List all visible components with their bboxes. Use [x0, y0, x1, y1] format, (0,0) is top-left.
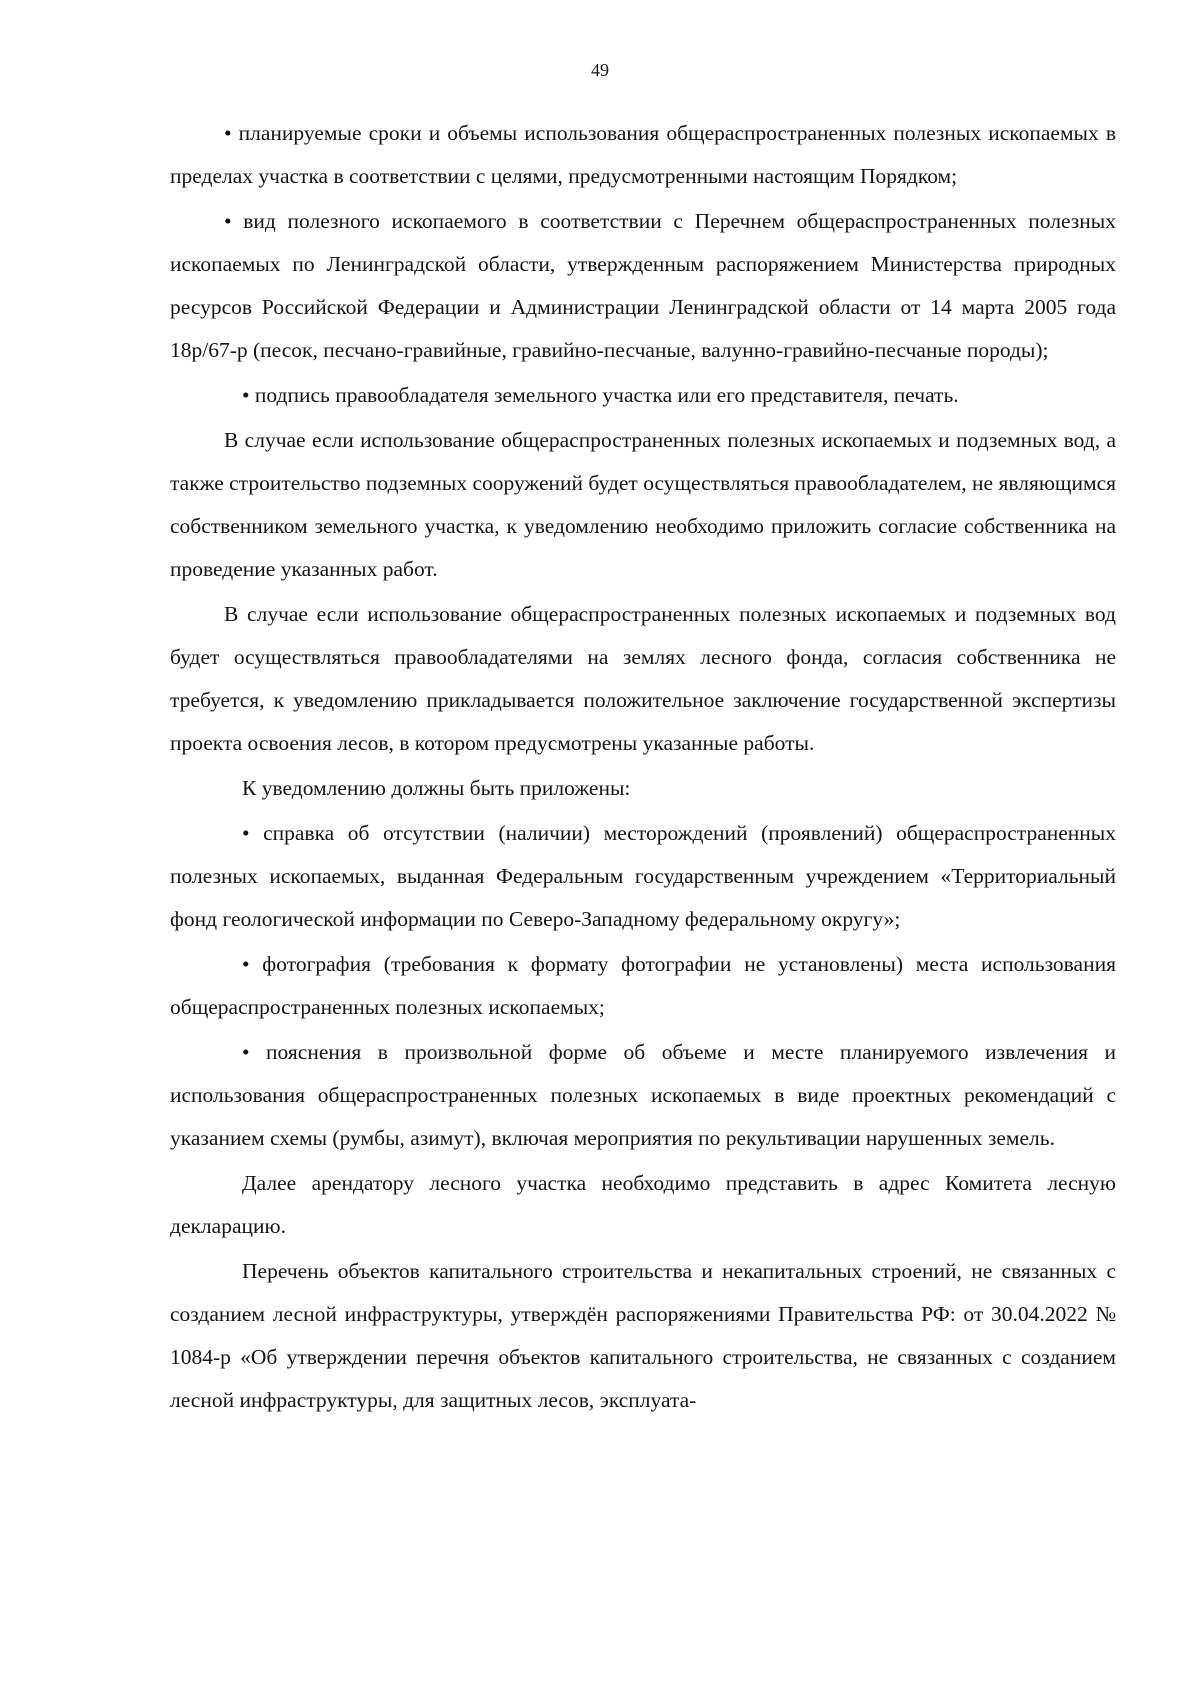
bullet-photo: • фотография (требования к формату фотографии не установлены) места использования общераспространенных полезных ископаемых;	[170, 952, 1116, 1019]
paragraph-owner-consent: В случае если использование общераспространенных полезных ископаемых и подземных вод, а также строительство подземных сооружений будет осуществляться правообладателем, не являющимся собственником земельного участка, к уведомлению необходимо приложить согласие собственника на проведение указанных работ.	[170, 428, 1116, 581]
paragraph-attachments-heading: К уведомлению должны быть приложены:	[242, 776, 631, 800]
bullet-signature: • подпись правообладателя земельного участка или его представителя, печать.	[242, 383, 959, 407]
paragraph-forest-declaration: Далее арендатору лесного участка необходимо представить в адрес Комитета лесную декларацию.	[170, 1171, 1116, 1238]
bullet-explanations: • пояснения в произвольной форме об объеме и месте планируемого извлечения и использования общераспространенных полезных ископаемых в виде проектных рекомендаций с указанием схемы (румбы, азимут), включая мероприятия по рекультивации нарушенных земель.	[170, 1040, 1116, 1150]
bullet-certificate: • справка об отсутствии (наличии) месторождений (проявлений) общераспространенных полезных ископаемых, выданная Федеральным государственным учреждением «Территориальный фонд геологической информации по Северо-Западному федеральному округу»;	[170, 821, 1116, 931]
page-number: 49	[591, 60, 609, 80]
bullet-mineral-type: • вид полезного ископаемого в соответствии с Перечнем общераспространенных полезных ископаемых по Ленинградской области, утвержденным распоряжением Министерства природных ресурсов Российской Федерации и Администрации Ленинградской области от 14 марта 2005 года 18р/67-р (песок, песчано-гравийные, гравийно-песчаные, валунно-гравийно-песчаные породы);	[170, 209, 1116, 362]
bullet-usage-terms: • планируемые сроки и объемы использования общераспространенных полезных ископаемых в пределах участка в соответствии с целями, предусмотренными настоящим Порядком;	[170, 121, 1116, 188]
document-body	[170, 112, 1116, 1422]
paragraph-forest-fund: В случае если использование общераспространенных полезных ископаемых и подземных вод будет осуществляться правообладателями на землях лесного фонда, согласия собственника не требуется, к уведомлению прикладывается положительное заключение государственной экспертизы проекта освоения лесов, в котором предусмотрены указанные работы.	[170, 602, 1116, 755]
paragraph-construction-list: Перечень объектов капитального строительства и некапитальных строений, не связанных с созданием лесной инфраструктуры, утверждён распоряжениями Правительства РФ: от 30.04.2022 № 1084-р «Об утверждении перечня объектов капитального строительства, не связанных с созданием лесной инфраструктуры, для защитных лесов, эксплуата-	[170, 1259, 1116, 1412]
